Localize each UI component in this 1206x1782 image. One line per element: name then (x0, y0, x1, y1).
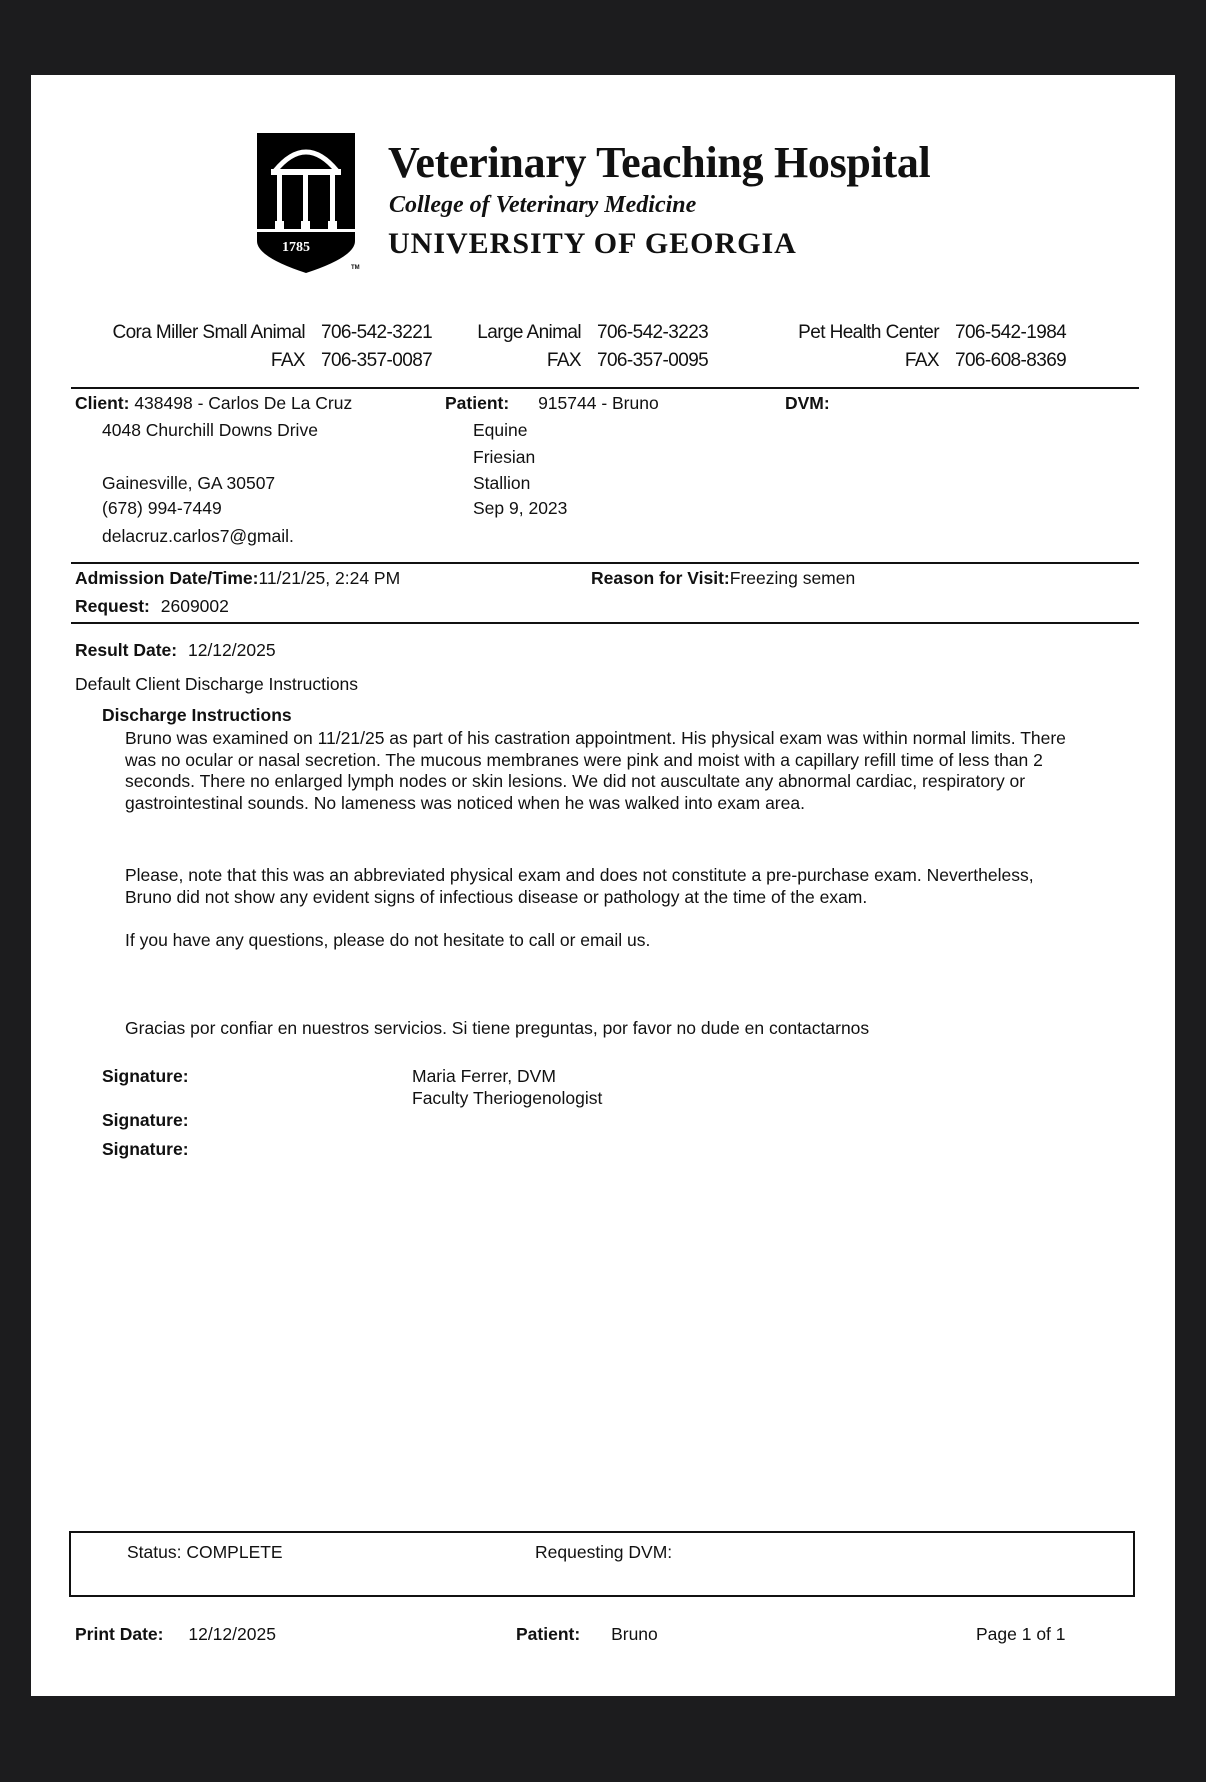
request-line (75, 595, 229, 617)
divider (71, 387, 1139, 389)
contact-name: Large Animal (477, 322, 581, 343)
print-date-label: Print Date: (75, 1624, 164, 1644)
contact-small-animal (79, 319, 432, 375)
footer-patient-value: Bruno (611, 1624, 658, 1644)
patient-sex: Stallion (473, 473, 531, 493)
page-number: Page 1 of 1 (976, 1624, 1066, 1644)
contact-large-animal (431, 319, 708, 375)
requesting-dvm-label: Requesting DVM: (535, 1542, 673, 1562)
footer-patient-line (516, 1623, 658, 1645)
fax-label: FAX (270, 350, 305, 371)
patient-dob: Sep 9, 2023 (473, 498, 568, 518)
client-line (75, 392, 352, 414)
footer-patient-label: Patient: (516, 1624, 581, 1644)
fax-label: FAX (904, 350, 939, 371)
patient-value: 915744 - Bruno (538, 393, 659, 413)
discharge-paragraph-1: Bruno was examined on 11/21/25 as part of his castration appointment. His physical exam was within normal limits. There was no ocular or nasal secretion. The mucous membranes were pink and moist with a capillary refill time of less than 2 seconds. There no enlarged lymph nodes or skin lesions. We did not auscultate any abnormal cardiac, respiratory or gastrointestinal sounds. No lameness was noticed when he was walked into exam area. (125, 728, 1066, 813)
signature-title: Faculty Theriogenologist (412, 1088, 603, 1108)
reason-line (591, 567, 855, 589)
fax-label: FAX (546, 350, 581, 371)
status-box (69, 1531, 1135, 1597)
seal-year: 1785 (282, 240, 310, 255)
result-date-value: 12/12/2025 (187, 640, 276, 660)
status-text: Status: COMPLETE (127, 1542, 283, 1562)
admission-value: 11/21/25, 2:24 PM (258, 568, 401, 588)
discharge-paragraph-spanish: Gracias por confiar en nuestros servicios. Si tiene preguntas, por favor no dude en contactarnos (125, 1018, 870, 1038)
document-page (31, 75, 1175, 1696)
contact-phone: 706-542-3221 (321, 322, 433, 343)
client-city: Gainesville, GA 30507 (102, 473, 276, 493)
result-date-line (75, 639, 276, 661)
admission-line (75, 567, 400, 589)
university-name: UNIVERSITY OF GEORGIA (388, 227, 797, 260)
contact-name: Pet Health Center (798, 322, 939, 343)
signature-label-1: Signature: (102, 1066, 189, 1086)
signature-1 (412, 1065, 602, 1109)
contact-pet-health (771, 319, 1066, 375)
client-email: delacruz.carlos7@gmail. (102, 526, 294, 546)
discharge-paragraph-3: If you have any questions, please do not hesitate to call or email us. (125, 930, 651, 950)
signature-label-2: Signature: (102, 1110, 189, 1130)
divider (71, 622, 1139, 624)
contact-fax: 706-357-0087 (321, 350, 433, 371)
discharge-instructions-heading: Discharge Instructions (102, 705, 292, 725)
admission-label: Admission Date/Time: (75, 568, 259, 588)
hospital-title: Veterinary Teaching Hospital (388, 138, 931, 187)
contact-fax: 706-357-0095 (597, 350, 709, 371)
discharge-paragraph-2: Please, note that this was an abbreviated physical exam and does not constitute a pre-purchase exam. Nevertheless, Bruno did not show any evident signs of infectious disease or pathology at the time of the exam. (125, 865, 1034, 907)
college-name: College of Veterinary Medicine (389, 192, 697, 218)
section-title: Default Client Discharge Instructions (75, 674, 359, 694)
client-phone: (678) 994-7449 (102, 498, 222, 518)
contact-phone: 706-542-1984 (955, 322, 1067, 343)
divider (71, 562, 1139, 564)
request-value: 2609002 (160, 596, 229, 616)
patient-line (445, 392, 659, 414)
reason-value: Freezing semen (729, 568, 856, 588)
dvm-label: DVM: (785, 393, 830, 413)
contact-fax: 706-608-8369 (955, 350, 1067, 371)
signature-label-3: Signature: (102, 1139, 189, 1159)
contact-phone: 706-542-3223 (597, 322, 709, 343)
client-value: 438498 - Carlos De La Cruz (134, 393, 353, 413)
client-label: Client: (75, 393, 130, 413)
patient-species: Equine (473, 420, 528, 440)
signature-name: Maria Ferrer, DVM (412, 1066, 556, 1086)
result-date-label: Result Date: (75, 640, 178, 660)
patient-breed: Friesian (473, 447, 536, 467)
client-address: 4048 Churchill Downs Drive (102, 420, 318, 440)
contact-name: Cora Miller Small Animal (112, 322, 305, 343)
reason-label: Reason for Visit: (591, 568, 730, 588)
patient-label: Patient: (445, 393, 510, 413)
request-label: Request: (75, 596, 150, 616)
trademark: TM (351, 265, 360, 271)
print-date-value: 12/12/2025 (188, 1624, 276, 1644)
print-date-line (75, 1623, 276, 1645)
